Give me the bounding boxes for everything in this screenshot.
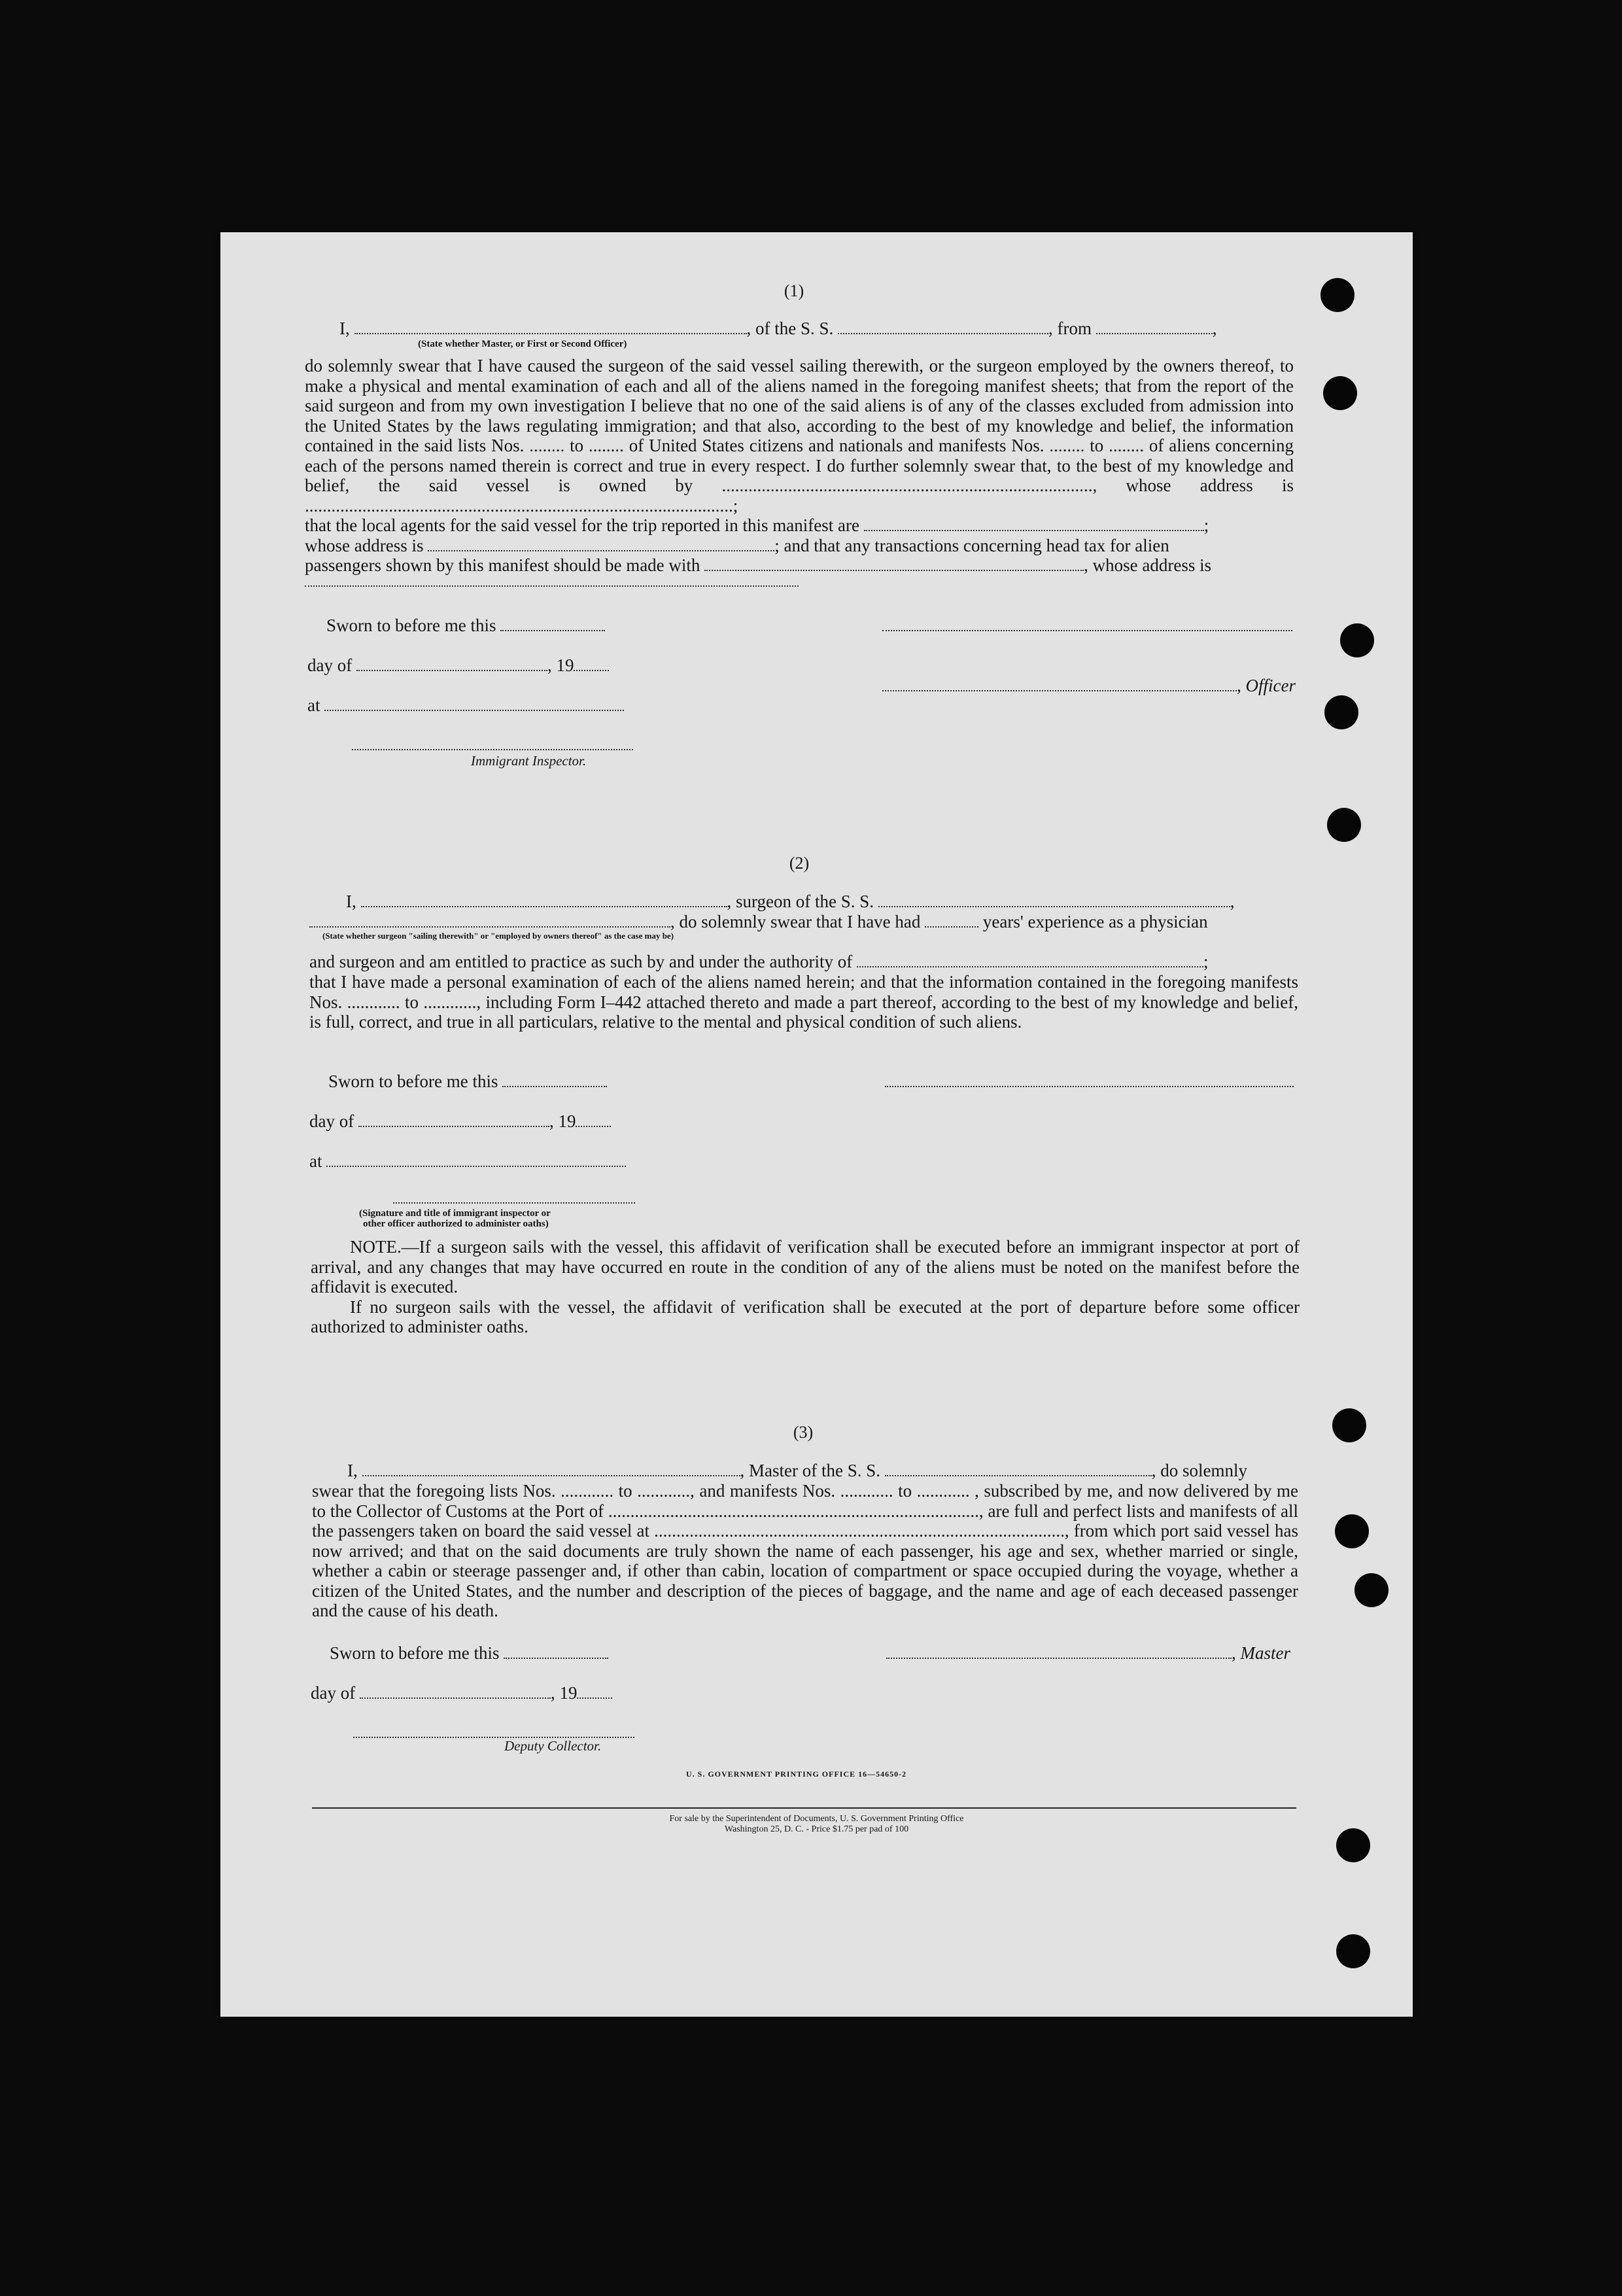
payment-address-label: , whose address is bbox=[1084, 555, 1212, 575]
binder-hole bbox=[1332, 1408, 1366, 1442]
from-label: , from bbox=[1048, 319, 1092, 338]
binder-hole bbox=[1327, 808, 1361, 842]
day-month-field[interactable] bbox=[358, 1115, 549, 1127]
section-1-number: (1) bbox=[784, 281, 804, 300]
deputy-collector-label: Deputy Collector. bbox=[504, 1738, 602, 1754]
inspector-signature-field[interactable] bbox=[352, 749, 633, 750]
master-signature-field[interactable] bbox=[886, 1647, 1232, 1659]
head-tax-text: ; and that any transactions concerning head tax for alien bbox=[774, 536, 1169, 555]
payment-address-field[interactable] bbox=[305, 585, 799, 587]
section-2-day-line bbox=[309, 1111, 611, 1132]
vessel-name-field[interactable] bbox=[838, 322, 1048, 334]
payment-label: passengers shown by this manifest should be made with bbox=[305, 555, 700, 575]
payment-line bbox=[305, 555, 1294, 576]
immigrant-inspector-label: Immigrant Inspector. bbox=[471, 753, 587, 769]
signature-caption-1: (Signature and title of immigrant inspector or bbox=[359, 1208, 551, 1219]
solemnly-label: , do solemnly bbox=[1151, 1461, 1247, 1480]
section-1-oath-text: do solemnly swear that I have caused the surgeon of the said vessel sailing therewith, or the surgeon employed by the owners thereof, to make a physical and mental examination of each and all of the aliens named in the foregoing manifest sheets; that from the report of the said surgeon and from my own investigation I believe that no one of the said aliens is of any of the classes excluded from admission into the United States by the laws regulating immigration; and that also, according to the best of my knowledge and belief, the information contained in the said lists Nos. ........ to ........ of United States citizens and nationals and manifests Nos. ........ to ........ of aliens concerning each of the persons named therein is correct and true in every respect. I do further solemnly swear that, to the best of my knowledge and belief, the said vessel is owned by ...................................................................................., whose address is .................................................................................................; bbox=[305, 356, 1294, 515]
officer-label: , Officer bbox=[1237, 676, 1296, 695]
sworn-date-field[interactable] bbox=[500, 619, 605, 631]
signature-caption-2: other officer authorized to administer oaths) bbox=[363, 1219, 549, 1229]
surgeon-signature-field[interactable] bbox=[885, 1086, 1294, 1087]
footer-line-2: Washington 25, D. C. - Price $1.75 per pad of 100 bbox=[724, 1824, 909, 1834]
swear-label: , do solemnly swear that I have had bbox=[670, 912, 921, 931]
vessel-name-field[interactable] bbox=[878, 896, 1230, 907]
address-label: whose address is bbox=[305, 536, 424, 555]
authority-label: and surgeon and am entitled to practice as such by and under the authority of bbox=[309, 952, 853, 971]
section-1-header-line: I, , of the S. S. , from , bbox=[339, 319, 1217, 338]
section-2-header-line: I, , surgeon of the S. S. , bbox=[346, 892, 1235, 911]
sworn-date-field[interactable] bbox=[504, 1647, 608, 1659]
section-1-body bbox=[305, 356, 1294, 515]
from-port-field[interactable] bbox=[1096, 322, 1213, 334]
intro-label: I, bbox=[339, 319, 350, 338]
binder-hole bbox=[1335, 1514, 1369, 1548]
agents-field[interactable] bbox=[864, 519, 1204, 531]
payment-party-field[interactable] bbox=[704, 559, 1084, 571]
year-field[interactable] bbox=[574, 659, 609, 671]
section-1-day-line bbox=[307, 655, 609, 676]
footer-rule bbox=[312, 1807, 1296, 1809]
binder-hole bbox=[1336, 1934, 1370, 1968]
at-label: at bbox=[309, 1151, 322, 1171]
officer-signature-field[interactable] bbox=[882, 630, 1292, 631]
section-1-at-line bbox=[307, 695, 624, 716]
section-3-body bbox=[312, 1481, 1298, 1621]
footer-line-1: For sale by the Superintendent of Documents, U. S. Government Printing Office bbox=[669, 1814, 964, 1824]
at-place-field[interactable] bbox=[326, 1155, 626, 1167]
witness-signature-field[interactable] bbox=[393, 1202, 635, 1204]
surgeon-of-label: , surgeon of the S. S. bbox=[727, 892, 874, 911]
day-of-label: day of bbox=[307, 655, 353, 675]
section-2-number: (2) bbox=[789, 854, 810, 873]
sworn-date-field[interactable] bbox=[502, 1075, 607, 1087]
agents-address-field[interactable] bbox=[428, 540, 774, 551]
at-place-field[interactable] bbox=[324, 699, 624, 711]
officer-line bbox=[882, 676, 1296, 696]
binder-hole bbox=[1340, 623, 1374, 657]
year-label: , 19 bbox=[547, 655, 574, 675]
intro-label: I, bbox=[346, 892, 356, 911]
section-2-body bbox=[309, 972, 1298, 1032]
intro-label: I, bbox=[347, 1461, 358, 1480]
year-field[interactable] bbox=[577, 1687, 612, 1699]
master-of-label: , Master of the S. S. bbox=[740, 1461, 880, 1480]
year-label: , 19 bbox=[549, 1111, 576, 1131]
agents-label: that the local agents for the said vessel for the trip reported in this manifest are bbox=[305, 515, 859, 535]
master-label: , Master bbox=[1232, 1643, 1290, 1663]
surgeon-type-field[interactable] bbox=[309, 916, 670, 928]
binder-hole bbox=[1355, 1573, 1389, 1607]
day-of-label: day of bbox=[309, 1111, 354, 1131]
authority-field[interactable] bbox=[857, 956, 1203, 967]
form-page bbox=[220, 232, 1413, 2017]
day-month-field[interactable] bbox=[360, 1687, 551, 1699]
section-3-number: (3) bbox=[793, 1423, 814, 1442]
binder-hole bbox=[1320, 278, 1355, 312]
section-2-second-line bbox=[309, 912, 1298, 932]
binder-hole bbox=[1323, 376, 1357, 410]
sworn-label: Sworn to before me this bbox=[328, 1071, 498, 1091]
sworn-label: Sworn to before me this bbox=[326, 616, 496, 635]
officer-name-field[interactable] bbox=[354, 322, 747, 334]
years-field[interactable] bbox=[925, 916, 978, 928]
day-of-label: day of bbox=[311, 1683, 356, 1703]
note-paragraph-2: If no surgeon sails with the vessel, the affidavit of verification shall be executed at the port of departure before some officer authorized to administer oaths. bbox=[311, 1296, 1300, 1336]
year-field[interactable] bbox=[576, 1115, 611, 1127]
year-label: , 19 bbox=[550, 1683, 578, 1703]
section-2-hint: (State whether surgeon "sailing therewith" or "employed by owners thereof" as the case may be) bbox=[322, 931, 674, 941]
note-block bbox=[311, 1237, 1300, 1337]
vessel-name-field[interactable] bbox=[885, 1465, 1152, 1476]
gpo-imprint: U. S. GOVERNMENT PRINTING OFFICE 16—54650-2 bbox=[686, 1769, 907, 1779]
section-3-header-line bbox=[347, 1461, 1297, 1481]
section-3-sworn-line bbox=[330, 1643, 608, 1663]
agents-line: that the local agents for the said vessel for the trip reported in this manifest are ; bbox=[305, 515, 1209, 535]
day-month-field[interactable] bbox=[356, 659, 547, 671]
section-1-sworn-line bbox=[326, 616, 605, 636]
master-signature-line bbox=[886, 1643, 1290, 1663]
note-paragraph-1: NOTE.—If a surgeon sails with the vessel, this affidavit of verification shall be executed before an immigrant inspector at port of arrival, and any changes that may have occurred en route in the condition of any of the aliens must be noted on the manifest before the affidavit is executed. bbox=[311, 1237, 1300, 1296]
of-ss-label: , of the S. S. bbox=[746, 319, 834, 338]
section-2-sworn-line bbox=[328, 1071, 607, 1092]
officer-title-field[interactable] bbox=[882, 680, 1237, 691]
binder-hole bbox=[1324, 695, 1358, 729]
surgeon-name-field[interactable] bbox=[361, 896, 727, 907]
sworn-label: Sworn to before me this bbox=[330, 1643, 500, 1663]
master-name-field[interactable] bbox=[362, 1465, 740, 1476]
section-3-day-line bbox=[311, 1683, 612, 1703]
section-1-hint: (State whether Master, or First or Second Officer) bbox=[418, 339, 627, 349]
section-2-at-line bbox=[309, 1151, 626, 1172]
authority-line: and surgeon and am entitled to practice as such by and under the authority of ; bbox=[309, 952, 1209, 971]
address-line bbox=[305, 536, 1294, 556]
section-2-oath-text: that I have made a personal examination of each of the aliens named herein; and that the information contained in the foregoing manifests Nos. ............ to ............, including Form I–442 attached thereto and made a part thereof, according to the best of my knowledge and belief, is full, correct, and true in all particulars, relative to the mental and physical condition of such aliens. bbox=[309, 972, 1298, 1032]
years-label: years' experience as a physician bbox=[982, 912, 1208, 931]
section-3-oath-text: swear that the foregoing lists Nos. ............ to ............, and manifests Nos. ............ to ............ , subscribed by me, and now delivered by me to the Collector of Customs at the Port of ...................................................................................., are full and perfect lists and manifests of all the passengers taken on board the said vessel at ............................................................................................., from which port said vessel has now arrived; and that on the said documents are truly shown the name of each passenger, his age and sex, whether married or single, whether a cabin or steerage passenger and, if other than cabin, location of compartment or space occupied during the voyage, whether a citizen of the United States, and the number and description of the pieces of baggage, and the name and age of each deceased passenger and the cause of his death. bbox=[312, 1481, 1298, 1620]
at-label: at bbox=[307, 695, 320, 715]
